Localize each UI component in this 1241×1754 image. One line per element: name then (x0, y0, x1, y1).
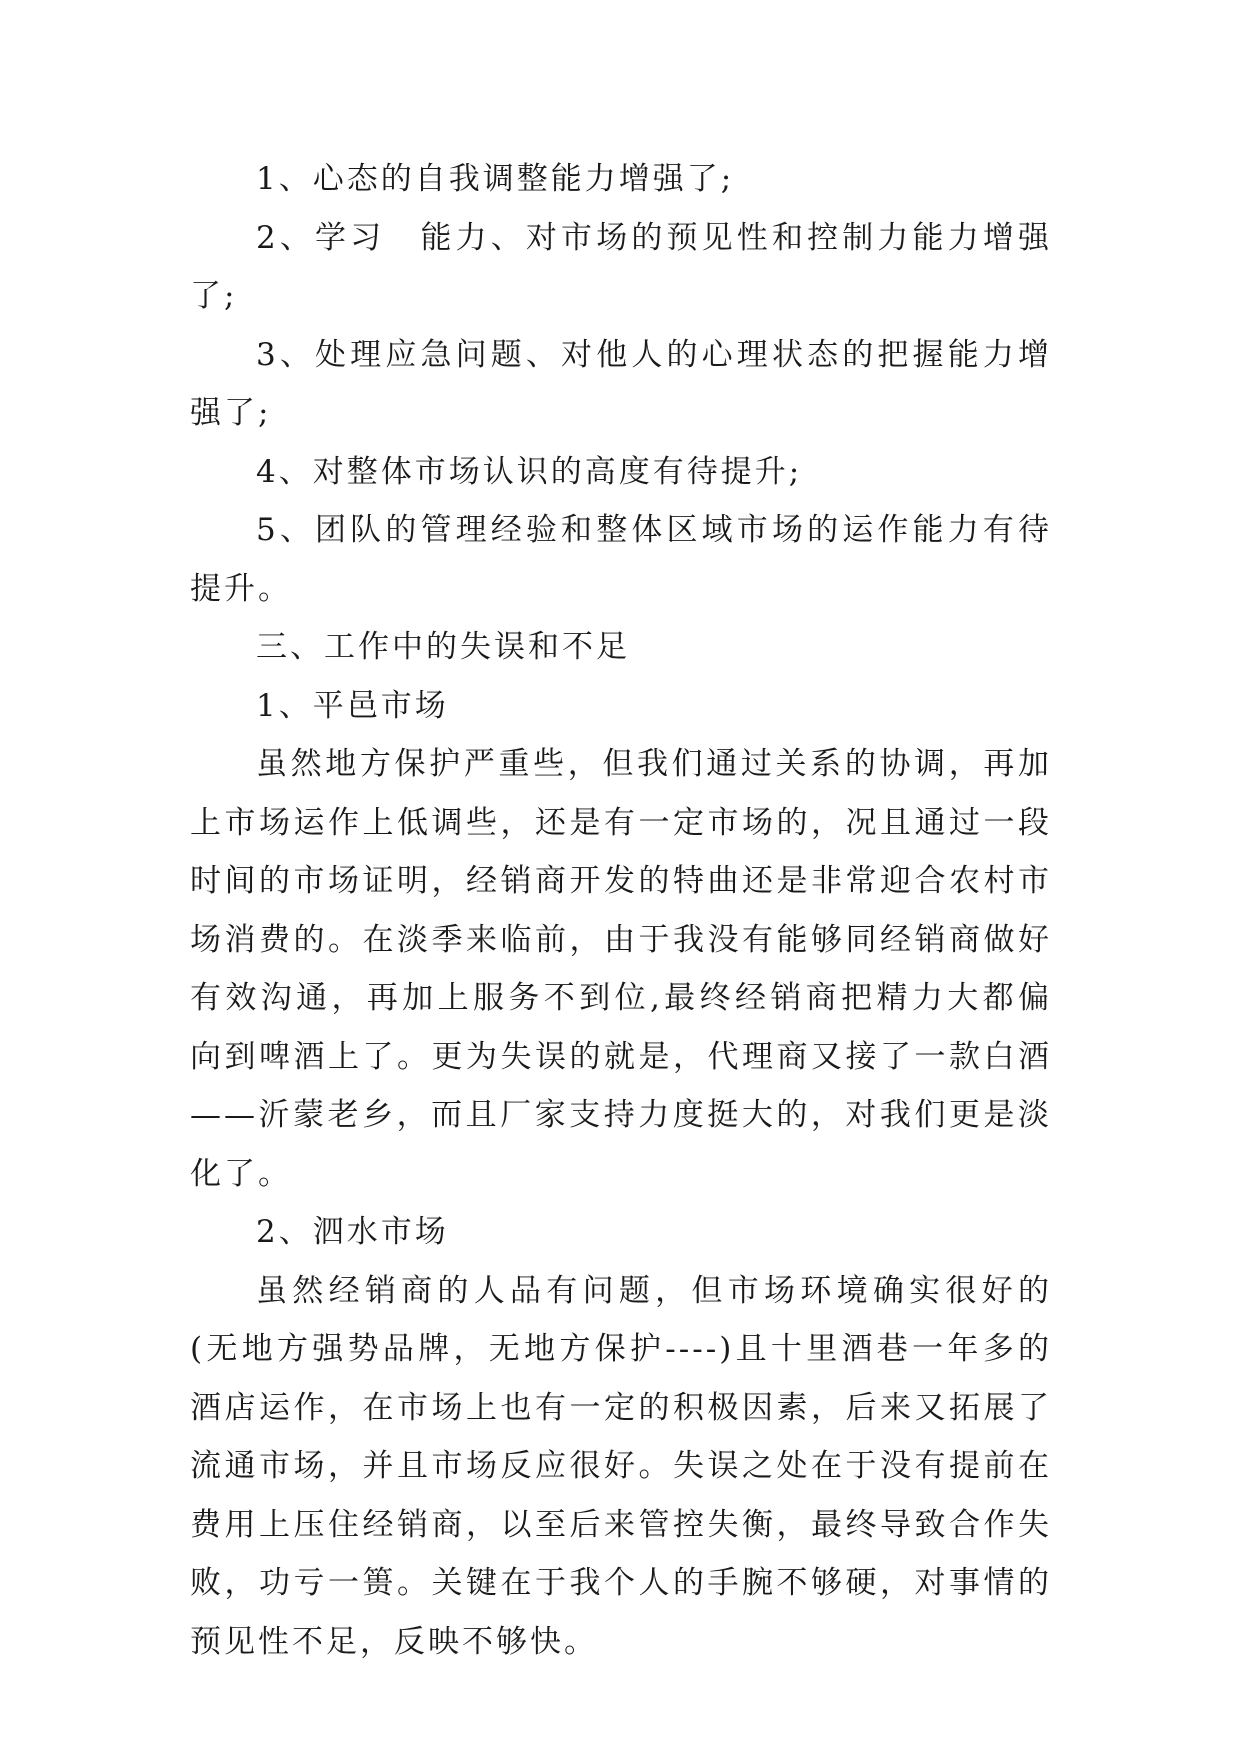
subheading-sishui-market: 2、泗水市场 (256, 1214, 449, 1250)
paragraph-2: 2、学习 能力、对市场的预见性和控制力能力增强了; (190, 219, 1052, 314)
paragraph-sishui-body: 虽然经销商的人品有问题，但市场环境确实很好的(无地方强势品牌，无地方保护----)且十里酒巷一年多的酒店运作，在市场上也有一定的积极因素，后来又拓展了流通市场，并且市场反应很好。失误之处在于没有提前在费用上压住经销商，以至后来管控失衡，最终导致合作失败，功亏一篑。关键在于我个人的手腕不够硬，对事情的预见性不足，反映不够快。 (190, 1272, 1052, 1660)
section-heading: 三、工作中的失误和不足 (256, 629, 630, 665)
paragraph-4: 4、对整体市场认识的高度有待提升; (256, 453, 803, 490)
paragraph-3: 3、处理应急问题、对他人的心理状态的把握能力增强了; (190, 336, 1052, 431)
document-body (190, 150, 1052, 1671)
subheading-pingyi-market: 1、平邑市场 (256, 687, 449, 724)
paragraph-1: 1、心态的自我调整能力增强了; (256, 161, 735, 197)
paragraph-pingyi-body: 虽然地方保护严重些，但我们通过关系的协调，再加上市场运作上低调些，还是有一定市场的，况且通过一段时间的市场证明，经销商开发的特曲还是非常迎合农村市场消费的。在淡季来临前，由于我没有能够同经销商做好有效沟通，再加上服务不到位,最终经销商把精力大都偏向到啤酒上了。更为失误的就是，代理商又接了一款白酒——沂蒙老乡，而且厂家支持力度挺大的，对我们更是淡化了。 (190, 746, 1052, 1192)
paragraph-5: 5、团队的管理经验和整体区域市场的运作能力有待提升。 (190, 512, 1052, 607)
